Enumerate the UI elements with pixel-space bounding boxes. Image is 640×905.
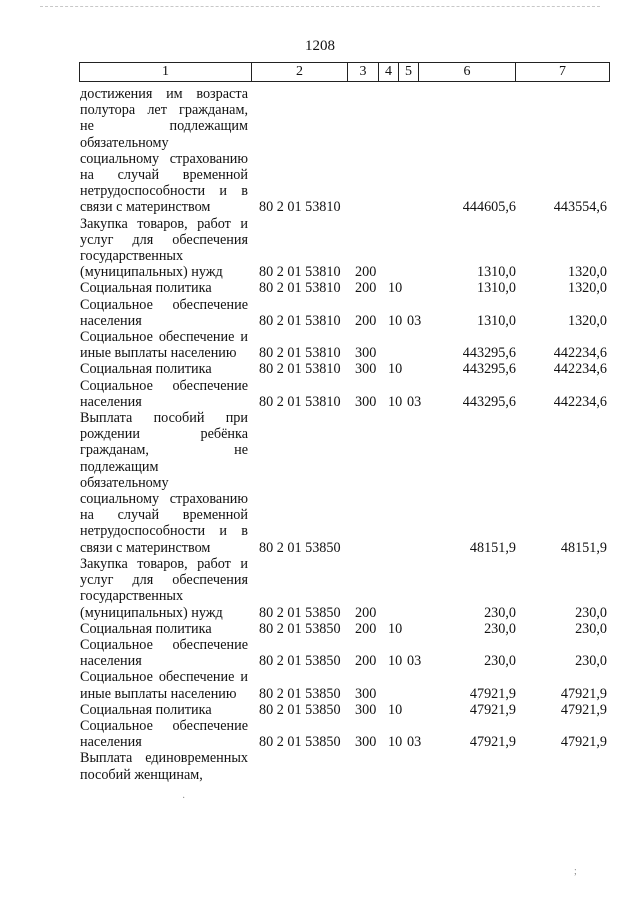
column-header-2: 2	[252, 63, 348, 82]
row-code: 80 2 01 53810	[259, 393, 341, 410]
row-value-7: 47921,9	[560, 734, 607, 751]
row-name: Закупка товаров, работ и услуг для обеспечения государственных (муниципальных) нужд	[80, 215, 248, 281]
row-value-6: 47921,9	[469, 685, 516, 702]
row-code: 80 2 01 53810	[259, 361, 341, 378]
row-col4: 10	[388, 280, 403, 297]
row-col4: 10	[388, 312, 403, 329]
row-code: 80 2 01 53810	[259, 199, 341, 216]
row-col3: 300	[355, 701, 377, 718]
row-col4: 10	[388, 620, 403, 637]
row-value-7: 442234,6	[553, 345, 607, 362]
row-value-7: 1320,0	[567, 264, 607, 281]
row-col4: 10	[388, 734, 403, 751]
row-value-6: 230,0	[484, 653, 516, 670]
row-code: 80 2 01 53810	[259, 280, 341, 297]
row-value-6: 230,0	[484, 604, 516, 621]
row-name: Социальное обеспечение населения	[80, 717, 248, 751]
row-col3: 300	[355, 361, 377, 378]
table-row	[0, 329, 640, 361]
row-code: 80 2 01 53850	[259, 685, 341, 702]
row-value-7: 230,0	[575, 653, 607, 670]
row-name: Социальная политика	[80, 620, 212, 637]
row-name: Социальное обеспечение и иные выплаты населению	[80, 669, 248, 702]
row-name: Выплата пособий при рождении ребёнка гражданам, не подлежащим обязательному социальному страхованию на случай временной нетрудоспособности и в связи с материнством	[80, 410, 248, 556]
column-header-row	[79, 62, 610, 82]
row-value-7: 443554,6	[553, 199, 607, 216]
row-col4: 10	[388, 393, 403, 410]
row-value-7: 230,0	[575, 604, 607, 621]
row-value-6: 47921,9	[469, 701, 516, 718]
row-name: Социальное обеспечение населения	[80, 377, 248, 410]
row-value-6: 1310,0	[476, 312, 516, 329]
table-row	[0, 410, 640, 556]
scan-artifact-line	[40, 6, 600, 9]
row-value-7: 442234,6	[553, 393, 607, 410]
row-code: 80 2 01 53810	[259, 345, 341, 362]
row-code: 80 2 01 53850	[259, 604, 341, 621]
column-header-1: 1	[80, 63, 252, 82]
row-col3: 200	[355, 604, 377, 621]
row-value-6: 443295,6	[462, 393, 516, 410]
row-code: 80 2 01 53810	[259, 312, 341, 329]
row-name: Социальная политика	[80, 361, 212, 378]
column-header-6: 6	[419, 63, 516, 82]
row-code: 80 2 01 53850	[259, 734, 341, 751]
row-col3: 200	[355, 280, 377, 297]
row-col5: 03	[407, 393, 422, 410]
row-col5: 03	[407, 653, 422, 670]
row-code: 80 2 01 53810	[259, 264, 341, 281]
row-value-6: 444605,6	[462, 199, 516, 216]
row-col3: 200	[355, 312, 377, 329]
table-row	[0, 86, 640, 216]
row-name: Социальная политика	[80, 280, 212, 297]
row-col5: 03	[407, 312, 422, 329]
table-row	[0, 556, 640, 621]
budget-table-body	[0, 86, 640, 783]
scan-speck: ;	[574, 866, 577, 877]
scan-speck: ·	[182, 793, 186, 804]
row-value-7: 230,0	[575, 620, 607, 637]
table-row	[0, 216, 640, 281]
row-name: достижения им возраста полутора лет гражданам, не подлежащим обязательному социальному страхованию на случай временной нетрудоспособности и в связи с материнством	[80, 86, 248, 216]
column-header-5: 5	[399, 63, 419, 82]
row-col3: 200	[355, 264, 377, 281]
row-col4: 10	[388, 653, 403, 670]
row-col3: 300	[355, 685, 377, 702]
table-row	[0, 637, 640, 669]
table-row	[0, 718, 640, 750]
row-value-6: 1310,0	[476, 280, 516, 297]
row-value-7: 442234,6	[553, 361, 607, 378]
table-row	[0, 361, 640, 377]
page-number: 1208	[305, 38, 335, 54]
table-row	[0, 702, 640, 718]
row-name: Социальное обеспечение населения	[80, 636, 248, 670]
row-value-6: 48151,9	[469, 539, 516, 556]
row-value-7: 47921,9	[560, 701, 607, 718]
row-value-7: 47921,9	[560, 685, 607, 702]
row-value-6: 47921,9	[469, 734, 516, 751]
row-value-6: 443295,6	[462, 361, 516, 378]
row-col4: 10	[388, 361, 403, 378]
table-row	[0, 750, 640, 782]
row-value-6: 443295,6	[462, 345, 516, 362]
row-value-7: 1320,0	[567, 280, 607, 297]
table-row	[0, 378, 640, 410]
table-row	[0, 621, 640, 637]
row-col3: 300	[355, 734, 377, 751]
row-code: 80 2 01 53850	[259, 701, 341, 718]
row-name: Социальное обеспечение и иные выплаты населению	[80, 329, 248, 362]
table-row	[0, 280, 640, 296]
row-name: Социальная политика	[80, 701, 212, 718]
row-col3: 200	[355, 620, 377, 637]
row-col5: 03	[407, 734, 422, 751]
table-row	[0, 297, 640, 329]
column-header-4: 4	[379, 63, 399, 82]
row-col3: 300	[355, 393, 377, 410]
row-col4: 10	[388, 701, 403, 718]
row-value-6: 1310,0	[476, 264, 516, 281]
row-value-7: 1320,0	[567, 312, 607, 329]
column-header-7: 7	[516, 63, 610, 82]
table-row	[0, 669, 640, 701]
row-code: 80 2 01 53850	[259, 620, 341, 637]
row-name: Социальное обеспечение населения	[80, 296, 248, 329]
row-value-7: 48151,9	[560, 539, 607, 556]
row-name: Выплата единовременных пособий женщинам,	[80, 750, 248, 783]
row-value-6: 230,0	[484, 620, 516, 637]
row-col3: 300	[355, 345, 377, 362]
row-col3: 200	[355, 653, 377, 670]
column-header-3: 3	[348, 63, 379, 82]
row-name: Закупка товаров, работ и услуг для обеспечения государственных (муниципальных) нужд	[80, 555, 248, 621]
row-code: 80 2 01 53850	[259, 539, 341, 556]
row-code: 80 2 01 53850	[259, 653, 341, 670]
